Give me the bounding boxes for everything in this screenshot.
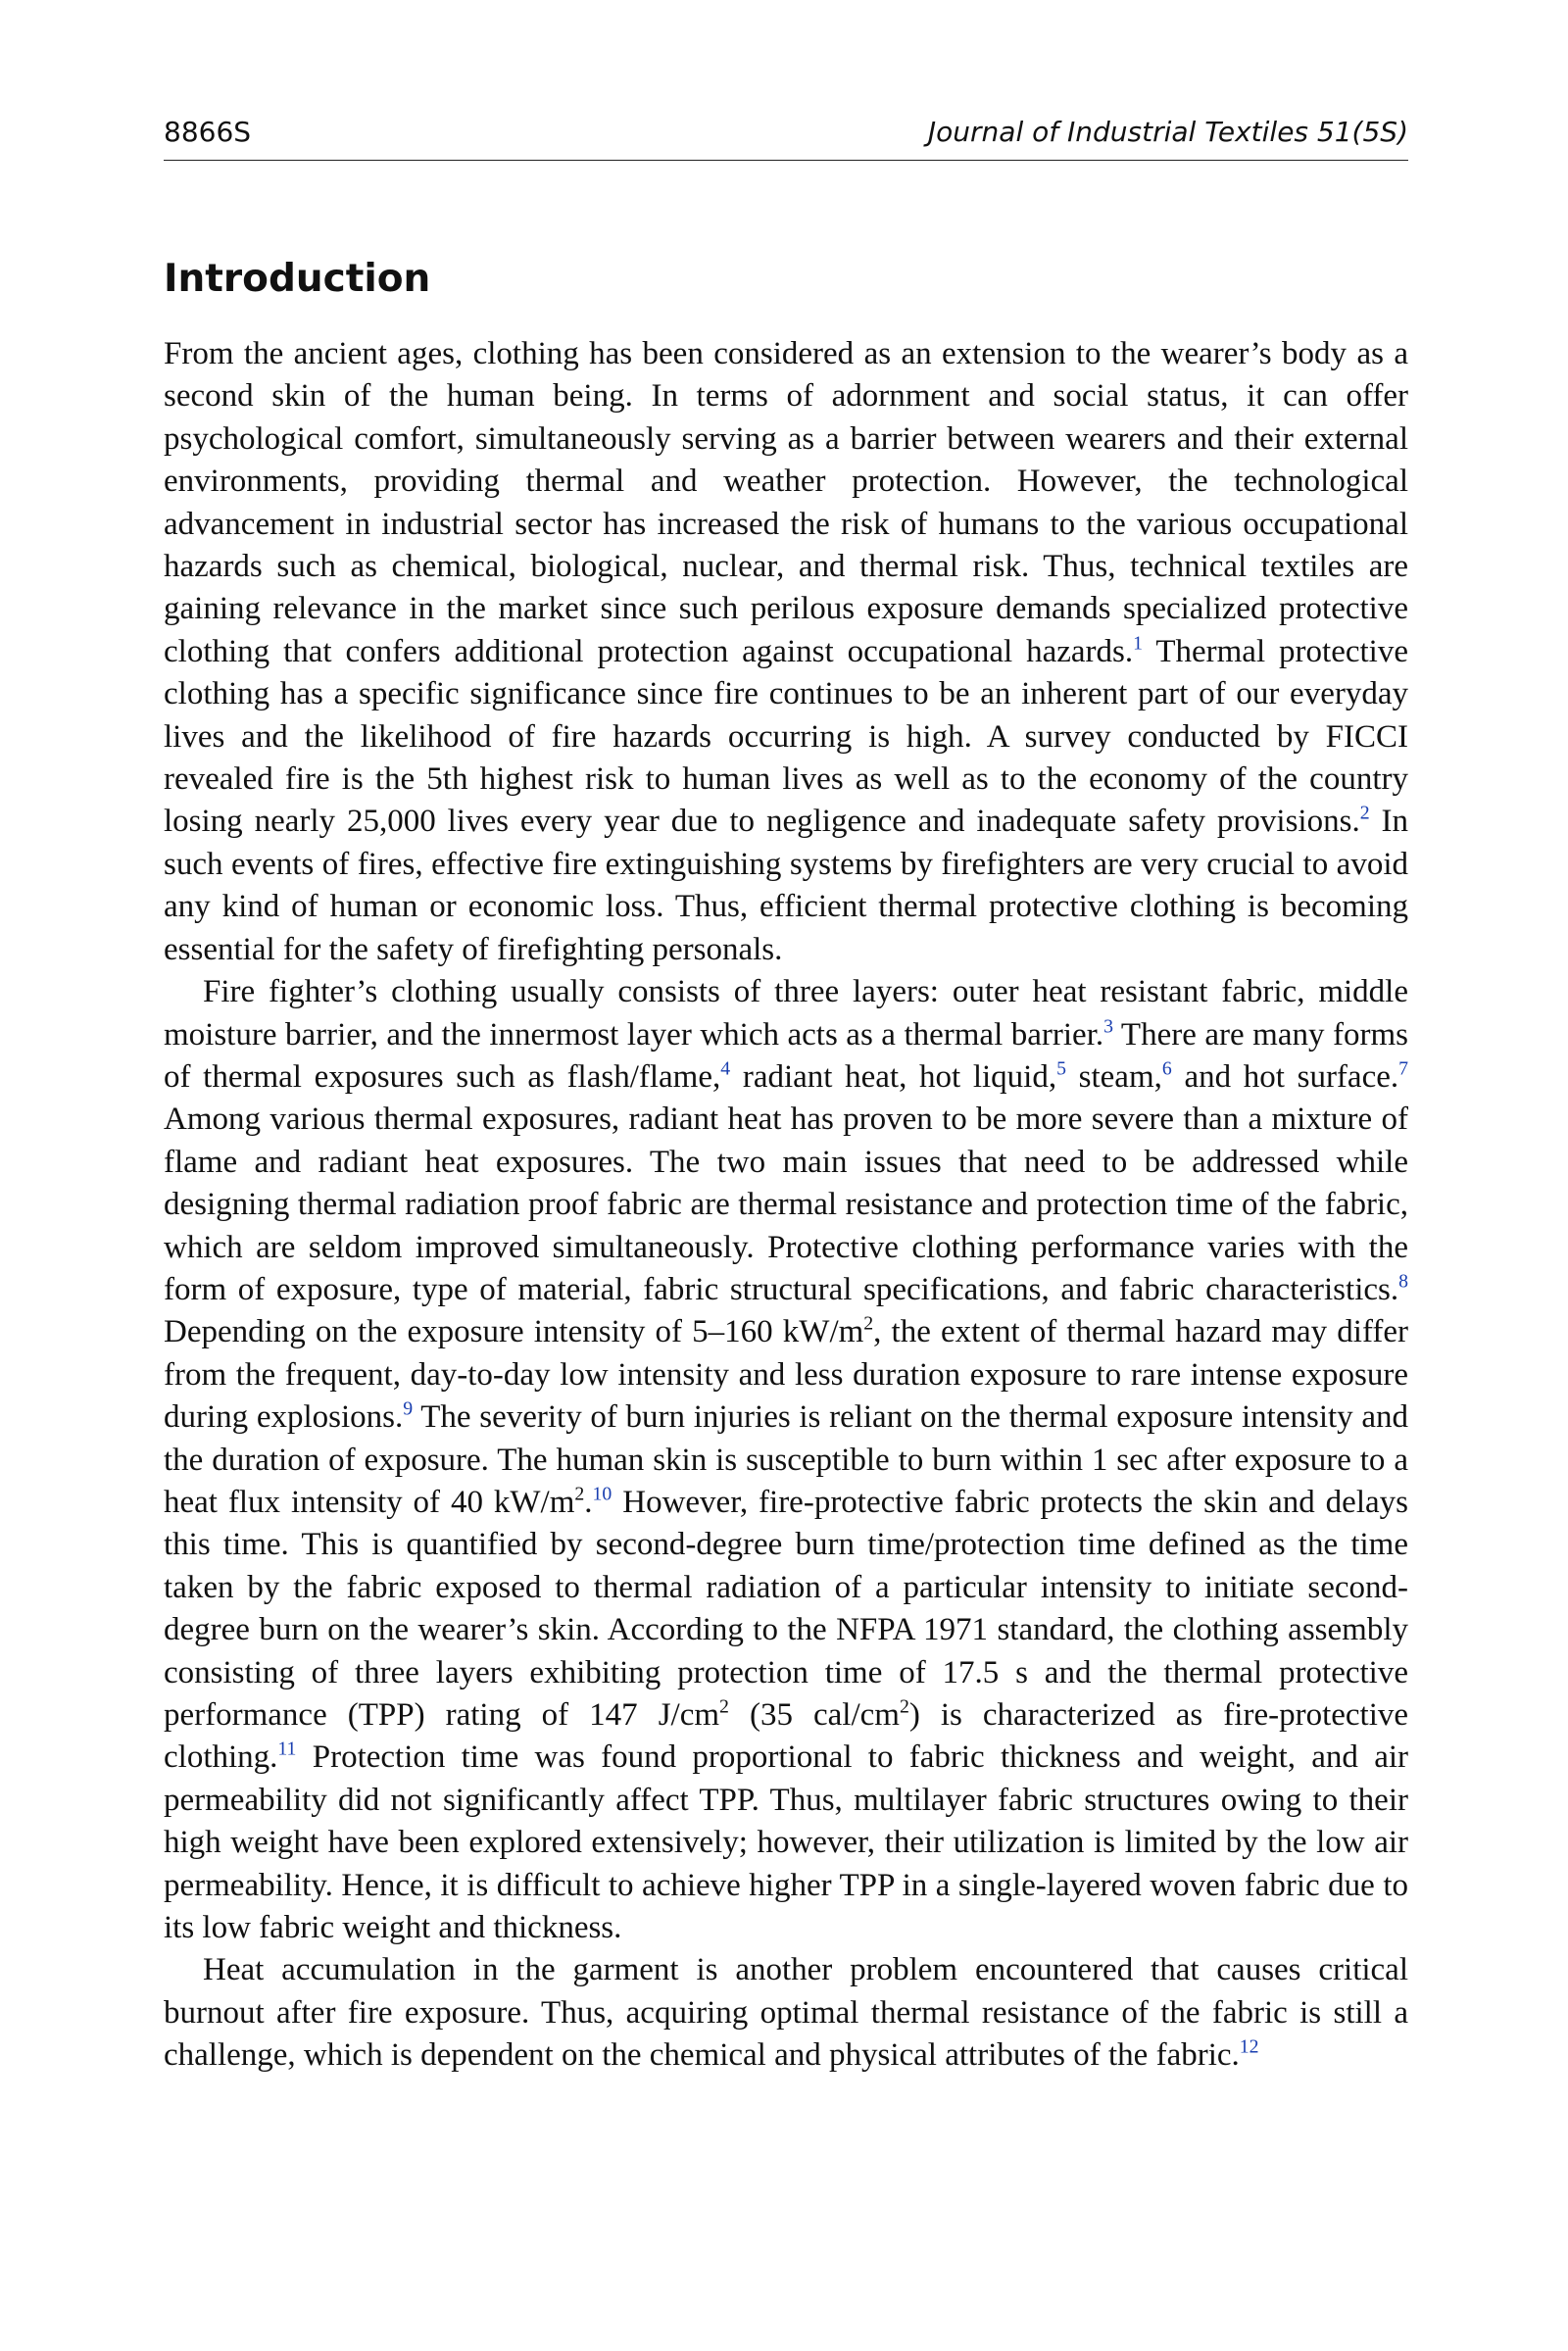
paragraph-text: In such events of fires, effective fire extinguishing systems by firefighters are very crucial to avoid any kind of human or economic loss. Thus, efficient thermal protective clothing is becoming essential for the safety of firefighting personals. (164, 804, 1409, 967)
citation-link[interactable]: 2 (1359, 803, 1370, 825)
citation-link[interactable]: 7 (1398, 1057, 1409, 1080)
paragraph-text: Depending on the exposure intensity of 5–160 kW/m (164, 1314, 864, 1350)
paragraph-text: Among various thermal exposures, radiant heat has proven to be more severe than a mixture of flame and radiant heat exposures. The two main issues that need to be addressed while designing thermal radiation proof fabric are thermal resistance and protection time of the fabric, which are seldom improved simultaneously. Protective clothing performance varies with the form of exposure, type of material, fabric structural specifications, and fabric characteristics. (164, 1102, 1408, 1307)
paragraph-text: , the extent of thermal hazard may differ from the frequent, day-to-day low intensity and less duration exposure to rare intense exposure during explosions. (164, 1314, 1408, 1436)
superscript: 2 (574, 1483, 585, 1505)
paragraph-text: However, fire-protective fabric protects the skin and delays this time. This is quantified by second-degree burn time/protection time defined as the time taken by the fabric exposed to thermal radiation of a particular intensity to initiate second-degree burn on the wearer’s skin. According to the NFPA 1971 standard, the clothing assembly consisting of three layers exhibiting protection time of 17.5 s and the thermal protective performance (TPP) rating of 147 J/cm (164, 1484, 1408, 1733)
page-number: 8866S (164, 116, 252, 148)
superscript: 2 (863, 1313, 874, 1336)
superscript: 2 (899, 1695, 909, 1718)
body-text (164, 333, 1408, 2078)
citation-link[interactable]: 12 (1239, 2035, 1259, 2058)
paragraph-text: The severity of burn injuries is reliant on the thermal exposure intensity and the duration of exposure. The human skin is susceptible to burn within 1 sec after exposure to a heat flux intensity of 40 kW/m (164, 1399, 1408, 1520)
paragraph-text: (35 cal/cm (728, 1697, 900, 1733)
paragraph-text: ) is characterized as fire-protective clothing. (164, 1697, 1409, 1776)
paragraph-text: Thermal protective clothing has a specific significance since fire continues to be an inherent part of our everyday lives and the likelihood of fire hazards occurring is high. A survey conducted by FICCI revealed fire is the 5th highest risk to human lives as well as to the economy of the country losing nearly 25,000 lives every year due to negligence and inadequate safety provisions. (164, 633, 1408, 840)
paragraph-text: and hot surface. (1171, 1058, 1399, 1095)
citation-link[interactable]: 10 (592, 1483, 612, 1505)
paragraph (164, 971, 1408, 1949)
paragraph-text: radiant heat, hot liquid, (730, 1058, 1057, 1095)
citation-link[interactable]: 6 (1161, 1057, 1172, 1080)
running-header (164, 110, 1408, 159)
paragraph-text: . (584, 1484, 593, 1520)
citation-link[interactable]: 11 (277, 1739, 297, 1761)
citation-link[interactable]: 5 (1056, 1057, 1066, 1080)
citation-link[interactable]: 3 (1103, 1015, 1114, 1038)
paragraph (164, 333, 1408, 971)
section-title: Introduction (164, 257, 431, 301)
citation-link[interactable]: 4 (720, 1057, 731, 1080)
paragraph-text: Protection time was found proportional to fabric thickness and weight, and air permeability did not significantly affect TPP. Thus, multilayer fabric structures owing to their high weight have been explored extensively; however, their utilization is limited by the low air permeability. Hence, it is difficult to achieve higher TPP in a single-layered woven fabric due to its low fabric weight and thickness. (164, 1739, 1408, 1946)
header-rule (164, 160, 1408, 161)
journal-title: Journal of Industrial Textiles 51(5S) (927, 116, 1408, 148)
paragraph-text: Heat accumulation in the garment is another problem encountered that causes critical burnout after fire exposure. Thus, acquiring optimal thermal resistance of the fabric is still a challenge, which is dependent on the chemical and physical attributes of the fabric. (164, 1952, 1408, 2074)
paragraph-text: From the ancient ages, clothing has been considered as an extension to the wearer’s body as a second skin of the human being. In terms of adornment and social status, it can offer psychological comfort, simultaneously serving as a barrier between wearers and their external environments, providing thermal and weather protection. However, the technological advancement in industrial sector has increased the risk of humans to the various occupational hazards such as chemical, biological, nuclear, and thermal risk. Thus, technical textiles are gaining relevance in the market since such perilous exposure demands specialized protective clothing that confers additional protection against occupational hazards. (164, 336, 1408, 669)
citation-link[interactable]: 9 (403, 1397, 414, 1420)
paragraph-text: steam, (1065, 1058, 1162, 1095)
paragraph-text: Fire fighter’s clothing usually consists of three layers: outer heat resistant fabric, middle moisture barrier, and the innermost layer which acts as a thermal barrier. (164, 974, 1408, 1053)
paragraph (164, 1949, 1408, 2077)
superscript: 2 (719, 1695, 729, 1718)
citation-link[interactable]: 1 (1133, 632, 1144, 655)
citation-link[interactable]: 8 (1398, 1270, 1408, 1293)
paragraph-text: There are many forms of thermal exposures such as flash/flame, (164, 1016, 1408, 1095)
